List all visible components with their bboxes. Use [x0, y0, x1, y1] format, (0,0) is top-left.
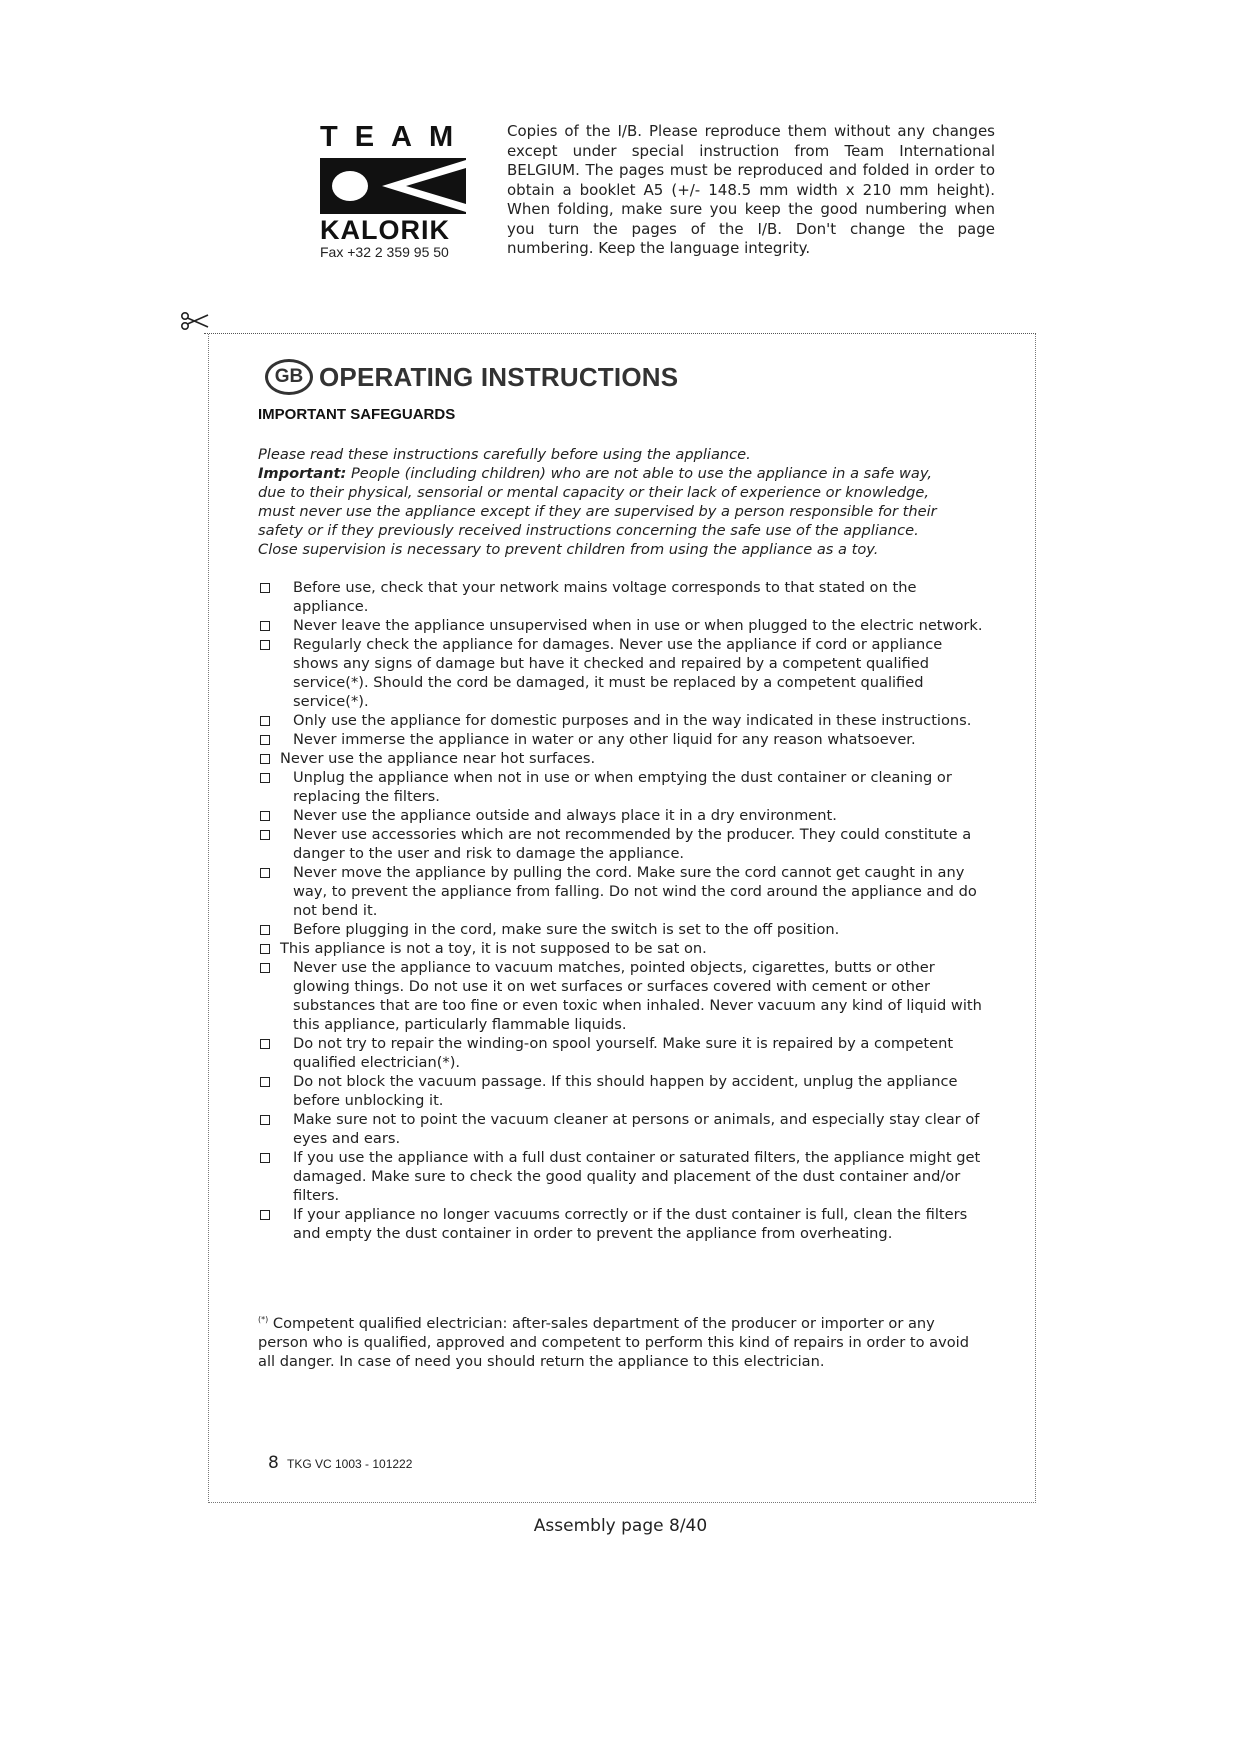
- list-item: Only use the appliance for domestic purposes and in the way indicated in these instructions.: [258, 711, 988, 730]
- section-heading: [265, 356, 678, 398]
- section-subtitle: IMPORTANT SAFEGUARDS: [258, 406, 456, 423]
- page-number: 8: [268, 1453, 279, 1473]
- copies-note: Copies of the I/B. Please reproduce them without any changes except under special instruction from Team International BELGIUM. The pages must be reproduced and folded in order to obtain a booklet A5 (+/- 148.5 mm width x 210 mm height). When folding, make sure you keep the good numbering when you turn the pages of the I/B. Don't change the page numbering. Keep the language integrity.: [507, 122, 995, 257]
- checkbox-bullet-icon: [260, 963, 270, 973]
- fax-number: Fax +32 2 359 95 50: [320, 244, 449, 260]
- important-text: People (including children) who are not able to use the appliance in a safe way, due to their physical, sensorial or mental capacity or their lack of experience or knowledge, must never use the appliance except if they are supervised by a person responsible for their safety or if they previously received instructions concerning the safe use of the appliance. Close supervision is necessary to prevent children from using the appliance as a toy.: [258, 465, 937, 558]
- page-title: OPERATING INSTRUCTIONS: [319, 361, 679, 392]
- list-item: Do not block the vacuum passage. If this should happen by accident, unplug the appliance before unblocking it.: [258, 1072, 988, 1110]
- checkbox-bullet-icon: [260, 1077, 270, 1087]
- list-item: Never use the appliance to vacuum matches, pointed objects, cigarettes, butts or other glowing things. Do not use it on wet surfaces or surfaces covered with cement or other substances that are too fine or even toxic when inhaled. Never vacuum any kind of liquid with this appliance, particularly flammable liquids.: [258, 958, 988, 1034]
- important-notice: [258, 464, 958, 559]
- list-item: Never immerse the appliance in water or any other liquid for any reason whatsoever.: [258, 730, 988, 749]
- checkbox-bullet-icon: [260, 716, 270, 726]
- team-kalorik-logo: [320, 122, 470, 260]
- checkbox-bullet-icon: [260, 621, 270, 631]
- checkbox-bullet-icon: [260, 735, 270, 745]
- list-item: Never use the appliance near hot surfaces.: [258, 749, 988, 768]
- scissors-icon: [180, 310, 210, 332]
- list-item: Before use, check that your network mains voltage corresponds to that stated on the appliance.: [258, 578, 988, 616]
- assembly-page-label: Assembly page 8/40: [533, 1516, 708, 1536]
- checkbox-bullet-icon: [260, 640, 270, 650]
- list-item: If your appliance no longer vacuums correctly or if the dust container is full, clean the filters and empty the dust container in order to prevent the appliance from overheating.: [258, 1205, 988, 1243]
- list-item: Never move the appliance by pulling the cord. Make sure the cord cannot get caught in any way, to prevent the appliance from falling. Do not wind the cord around the appliance and do not bend it.: [258, 863, 988, 920]
- logo-brand-text: KALORIK: [320, 215, 450, 245]
- list-item: If you use the appliance with a full dust container or saturated filters, the appliance might get damaged. Make sure to check the good quality and placement of the dust container and/or filters.: [258, 1148, 988, 1205]
- checkbox-bullet-icon: [260, 868, 270, 878]
- checkbox-bullet-icon: [260, 773, 270, 783]
- list-item: Unplug the appliance when not in use or when emptying the dust container or cleaning or replacing the filters.: [258, 768, 988, 806]
- footnote-text: Competent qualified electrician: after-sales department of the producer or importer or any person who is qualified, approved and competent to perform this kind of repairs in order to avoid all danger. In case of need you should return the appliance to this electrician.: [258, 1314, 970, 1370]
- list-item: Never leave the appliance unsupervised when in use or when plugged to the electric network.: [258, 616, 988, 635]
- list-item: Do not try to repair the winding-on spool yourself. Make sure it is repaired by a competent qualified electrician(*).: [258, 1034, 988, 1072]
- checkbox-bullet-icon: [260, 811, 270, 821]
- important-label: Important:: [258, 465, 347, 482]
- checkbox-bullet-icon: [260, 944, 270, 954]
- checkbox-bullet-icon: [260, 583, 270, 593]
- list-item: Regularly check the appliance for damages. Never use the appliance if cord or appliance shows any signs of damage but have it checked and repaired by a competent qualified service(*). Should the cord be damaged, it must be replaced by a competent qualified service(*).: [258, 635, 988, 711]
- list-item: Never use the appliance outside and always place it in a dry environment.: [258, 806, 988, 825]
- checkbox-bullet-icon: [260, 1115, 270, 1125]
- list-item: Never use accessories which are not recommended by the producer. They could constitute a danger to the user and risk to damage the appliance.: [258, 825, 988, 863]
- checkbox-bullet-icon: [260, 925, 270, 935]
- footnote-mark: (*): [258, 1315, 269, 1324]
- checkbox-bullet-icon: [260, 1153, 270, 1163]
- checkbox-bullet-icon: [260, 754, 270, 764]
- list-item: This appliance is not a toy, it is not supposed to be sat on.: [258, 939, 988, 958]
- intro-line: Please read these instructions carefully before using the appliance.: [258, 446, 751, 463]
- checkbox-bullet-icon: [260, 830, 270, 840]
- logo-team-text: TEAM: [320, 121, 471, 153]
- safeguards-list: [258, 578, 988, 1243]
- list-item: Make sure not to point the vacuum cleaner at persons or animals, and especially stay clear of eyes and ears.: [258, 1110, 988, 1148]
- checkbox-bullet-icon: [260, 1210, 270, 1220]
- model-code: TKG VC 1003 - 101222: [287, 1457, 413, 1471]
- footnote: [258, 1310, 978, 1371]
- list-item: Before plugging in the cord, make sure the switch is set to the off position.: [258, 920, 988, 939]
- kalorik-k-icon: [320, 158, 466, 214]
- intro-paragraph: [258, 445, 958, 559]
- checkbox-bullet-icon: [260, 1039, 270, 1049]
- language-badge: GB: [265, 359, 313, 395]
